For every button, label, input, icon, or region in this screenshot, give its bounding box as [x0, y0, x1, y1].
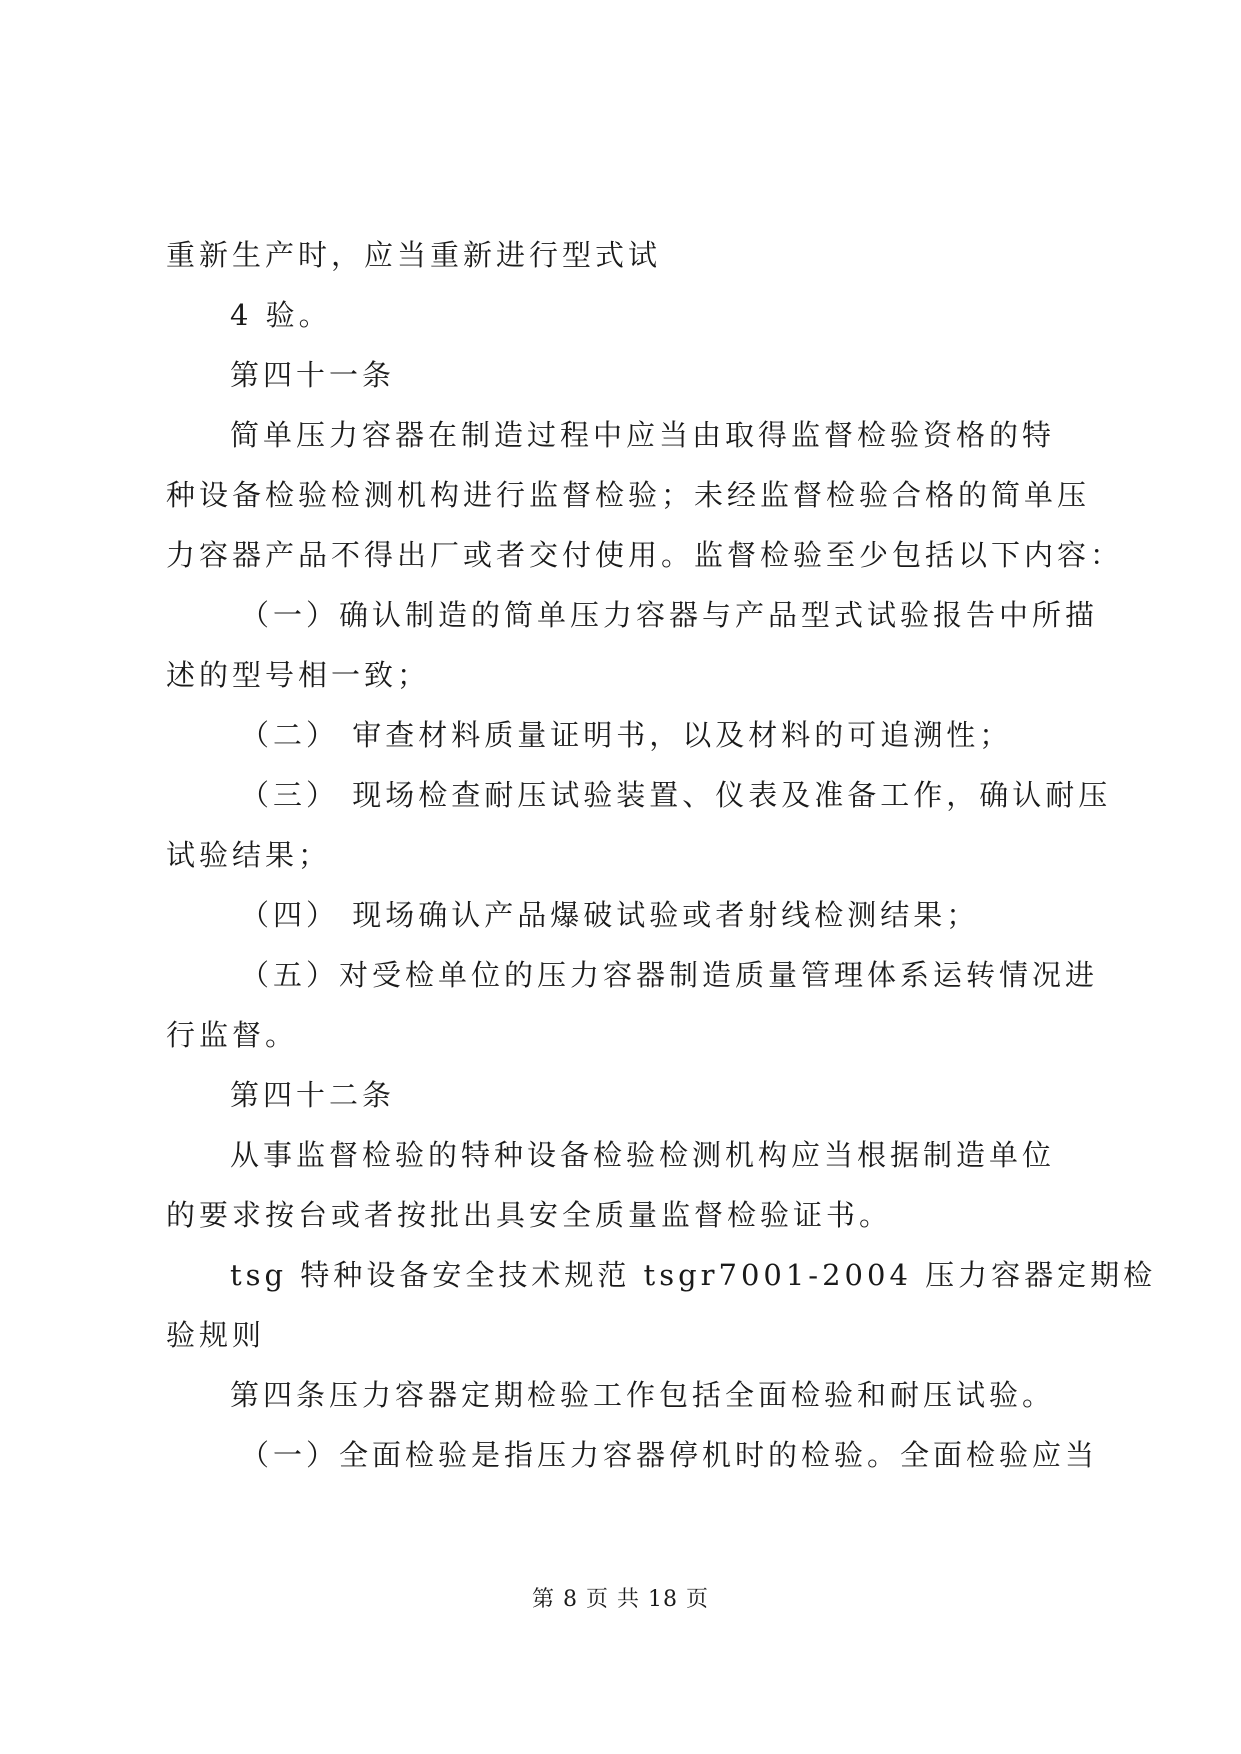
paragraph-line: 种设备检验检测机构进行监督检验；未经监督检验合格的简单压: [166, 478, 1091, 512]
list-item-line: （一）全面检验是指压力容器停机时的检验。全面检验应当: [240, 1438, 1099, 1472]
article-heading: 第四十一条: [230, 358, 396, 392]
paragraph-line: 力容器产品不得出厂或者交付使用。监督检验至少包括以下内容：: [166, 538, 1124, 572]
list-item-line: 试验结果；: [166, 838, 332, 872]
list-item-line: （三） 现场检查耐压试验装置、仪表及准备工作，确认耐压: [240, 778, 1112, 812]
paragraph-line: 的要求按台或者按批出具安全质量监督检验证书。: [166, 1198, 893, 1232]
paragraph-line: tsg 特种设备安全技术规范 tsgr7001-2004 压力容器定期检: [230, 1258, 1157, 1292]
list-item-line: （一）确认制造的简单压力容器与产品型式试验报告中所描: [240, 598, 1099, 632]
paragraph-line: 验规则: [166, 1318, 266, 1352]
article-heading: 第四十二条: [230, 1078, 396, 1112]
list-item-line: （五）对受检单位的压力容器制造质量管理体系运转情况进: [240, 958, 1099, 992]
paragraph-line: 简单压力容器在制造过程中应当由取得监督检验资格的特: [230, 418, 1056, 452]
list-item-line: 述的型号相一致；: [166, 658, 431, 692]
list-item-line: 行监督。: [166, 1018, 299, 1052]
list-item-line: （二） 审查材料质量证明书，以及材料的可追溯性；: [240, 718, 1013, 752]
paragraph-line: 重新生产时，应当重新进行型式试: [166, 238, 662, 272]
paragraph-line: 从事监督检验的特种设备检验检测机构应当根据制造单位: [230, 1138, 1056, 1172]
paragraph-line: 第四条压力容器定期检验工作包括全面检验和耐压试验。: [230, 1378, 1056, 1412]
paragraph-line: 4 验。: [230, 298, 332, 332]
list-item-line: （四） 现场确认产品爆破试验或者射线检测结果；: [240, 898, 980, 932]
page-footer: 第 8 页 共 18 页: [532, 1587, 709, 1612]
